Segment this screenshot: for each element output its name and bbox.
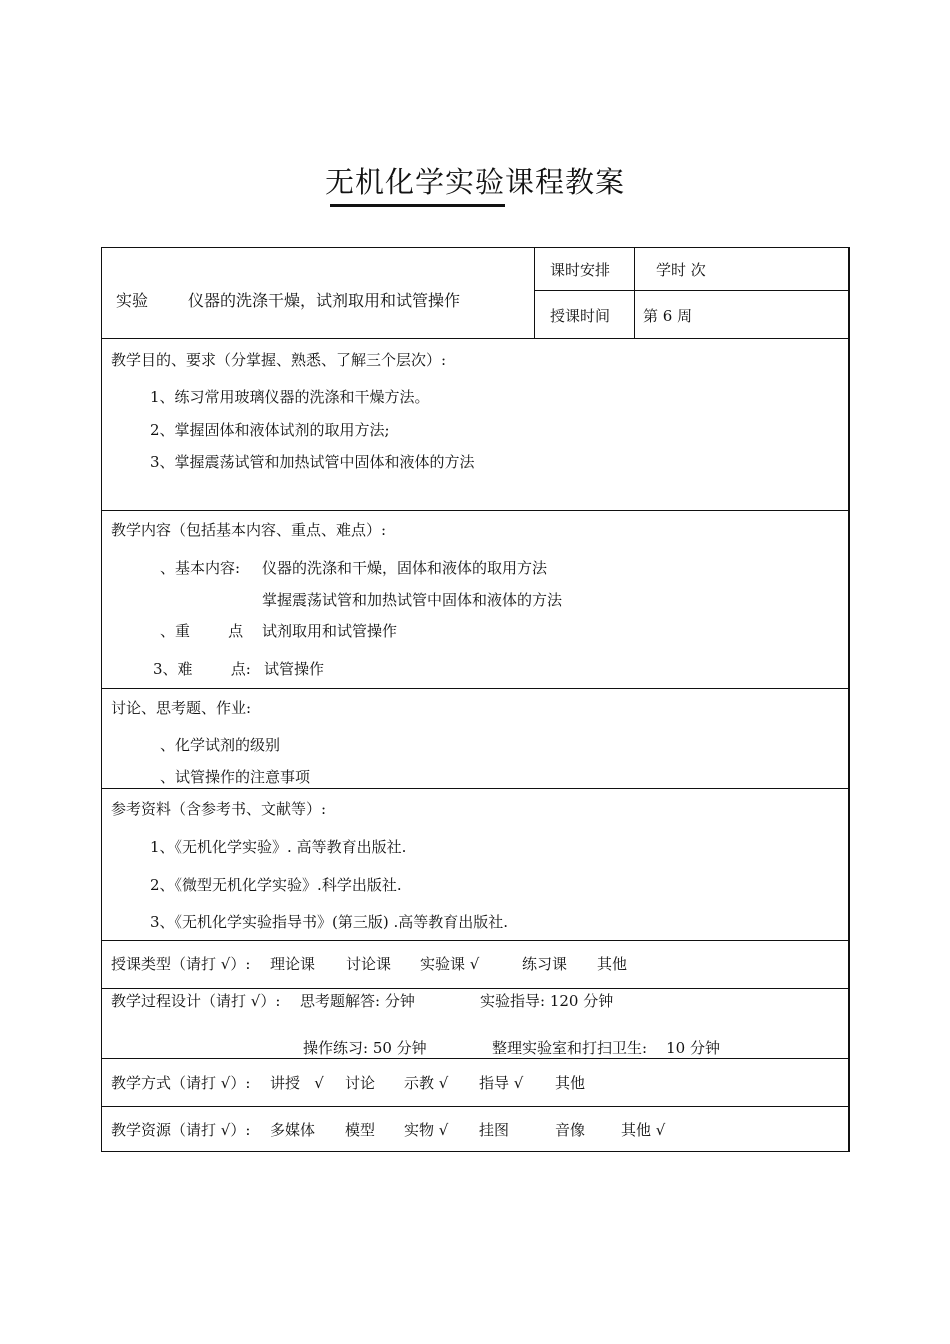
header-column-divider [634,248,635,338]
process-label: 教学过程设计（请打 √）: [111,992,281,1010]
time-value: 第 6 周 [643,307,693,325]
content-key-label: 、重 点 [160,622,244,640]
resources-option: 其他 √ [621,1121,666,1139]
experiment-name: 仪器的洗涤干燥，试剂取用和试管操作 [188,291,461,310]
content-hard-value: 试管操作 [264,660,325,678]
course-type-option: 实验课 √ [420,955,480,973]
row-divider [102,338,848,339]
course-type-option: 讨论课 [346,955,392,973]
discussion-heading: 讨论、思考题、作业: [111,699,252,717]
content-hard-label: 3、难 点: [153,660,251,678]
row-divider [102,940,848,941]
references-heading: 参考资料（含参考书、文献等）: [111,800,327,818]
header-column-divider [534,248,535,338]
process-item: 操作练习: 50 分钟 [303,1039,427,1057]
discussion-item: 、化学试剂的级别 [160,736,281,754]
method-option: 讨论 [345,1074,376,1092]
objectives-heading: 教学目的、要求（分掌握、熟悉、了解三个层次）: [111,351,447,369]
row-divider [102,788,848,789]
discussion-item: 、试管操作的注意事项 [160,768,311,786]
row-divider [102,510,848,511]
row-divider [102,1106,848,1107]
method-option: 讲授 √ [270,1074,324,1092]
resources-option: 模型 [345,1121,376,1139]
course-type-option: 其他 [597,955,628,973]
objective-item: 3、掌握震荡试管和加热试管中固体和液体的方法 [150,453,475,471]
experiment-label: 实验 [116,291,149,310]
reference-item: 1、《无机化学实验》. 高等教育出版社. [150,838,407,856]
process-item: 整理实验室和打扫卫生: 10 分钟 [492,1039,720,1057]
process-item: 实验指导: 120 分钟 [480,992,614,1010]
lesson-plan-table [101,247,850,1152]
content-key-value: 试剂取用和试管操作 [262,622,398,640]
resources-option: 实物 √ [404,1121,449,1139]
content-basic-line: 仪器的洗涤和干燥，固体和液体的取用方法 [262,559,548,577]
hours-value: 学时 次 [656,261,706,279]
row-divider [102,1058,848,1059]
document-title: 无机化学实验课程教案 [324,165,625,199]
header-divider [534,290,848,291]
method-label: 教学方式（请打 √）: [111,1074,251,1092]
content-basic-label: 、基本内容: [160,559,241,577]
resources-option: 音像 [555,1121,586,1139]
row-divider [102,988,848,989]
content-basic-line: 掌握震荡试管和加热试管中固体和液体的方法 [262,591,563,609]
objective-item: 1、练习常用玻璃仪器的洗涤和干燥方法。 [150,388,430,406]
course-type-option: 理论课 [270,955,316,973]
hours-label: 课时安排 [550,261,611,279]
method-option: 其他 [555,1074,586,1092]
reference-item: 2、《微型无机化学实验》.科学出版社. [150,876,402,894]
objective-item: 2、掌握固体和液体试剂的取用方法; [150,421,390,439]
content-heading: 教学内容（包括基本内容、重点、难点）: [111,521,387,539]
method-option: 指导 √ [479,1074,524,1092]
process-item: 思考题解答: 分钟 [300,992,415,1010]
course-type-option: 练习课 [522,955,568,973]
time-label: 授课时间 [550,307,611,325]
course-type-label: 授课类型（请打 √）: [111,955,251,973]
title-underline [330,204,505,207]
resources-option: 多媒体 [270,1121,316,1139]
resources-option: 挂图 [479,1121,510,1139]
reference-item: 3、《无机化学实验指导书》(第三版) .高等教育出版社. [150,913,509,931]
resources-label: 教学资源（请打 √）: [111,1121,251,1139]
method-option: 示教 √ [404,1074,449,1092]
row-divider [102,688,848,689]
